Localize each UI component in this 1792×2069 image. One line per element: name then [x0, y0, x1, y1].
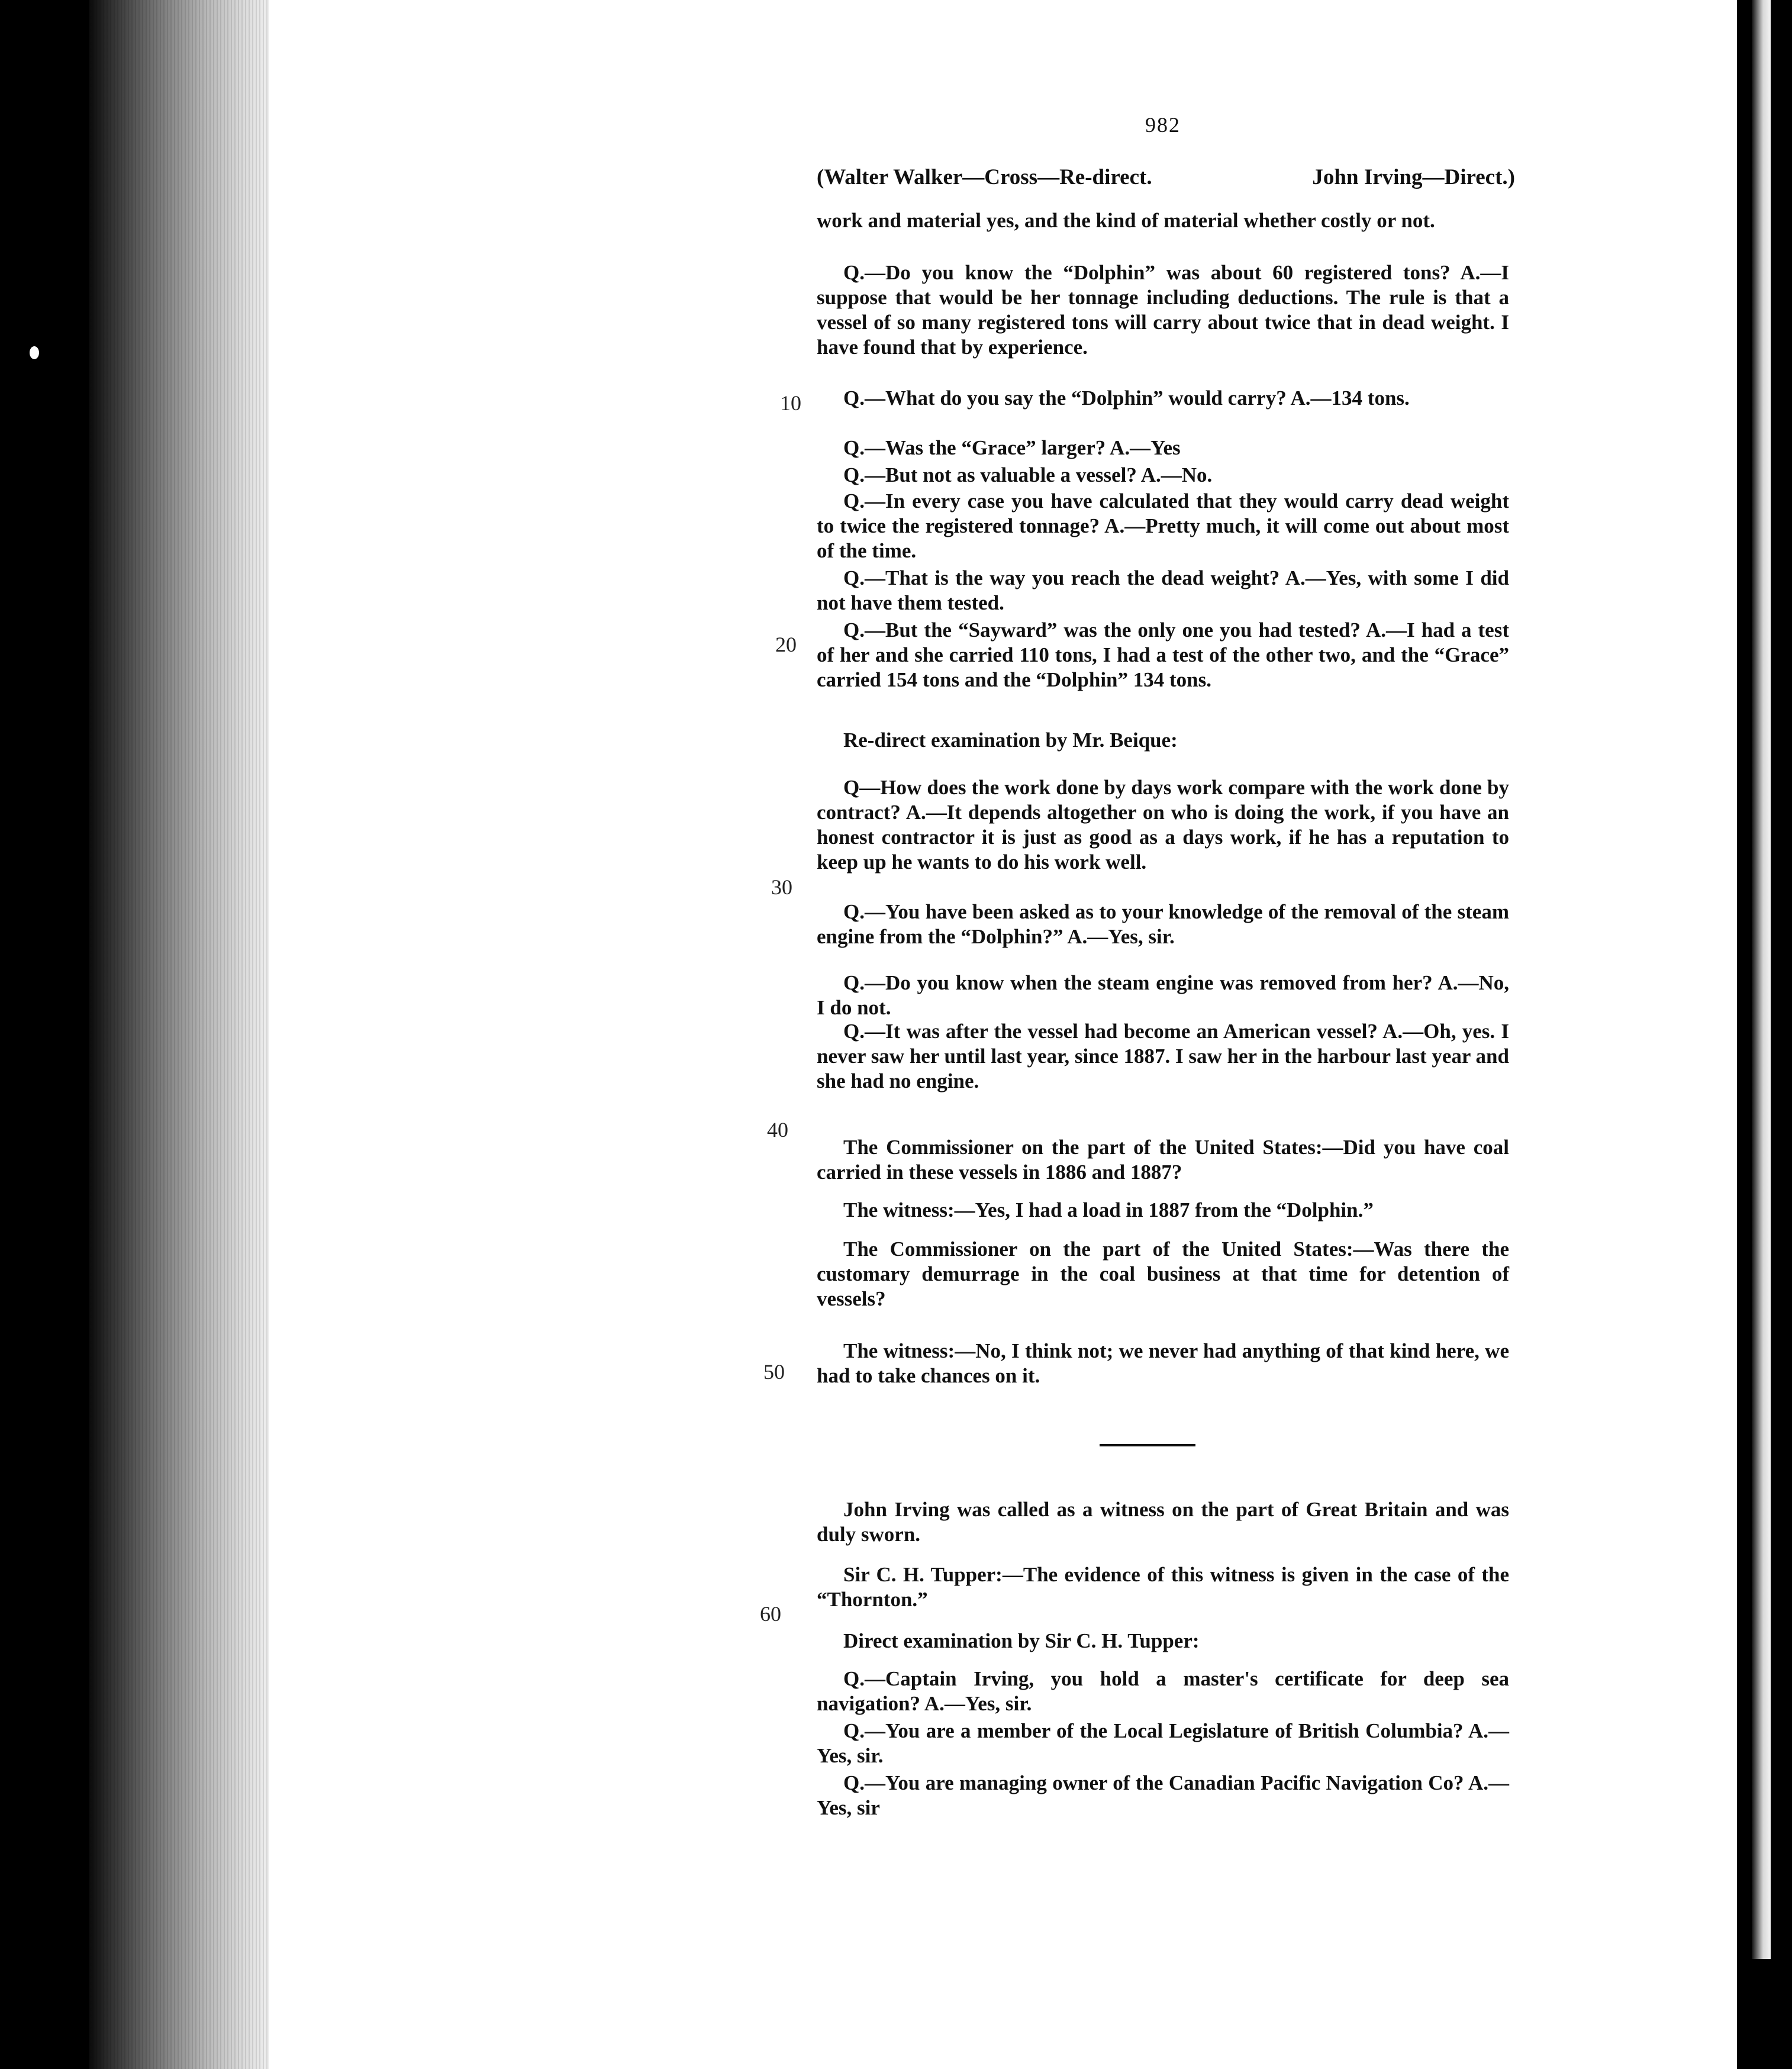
paragraph: Q.—Do you know the “Dolphin” was about 60 registered tons? A.—I suppose that would be her tonnage including deductions. The rule is that a vessel of so many registered tons will carry about twice that in dead weight. I have found that by experience. — [817, 261, 1509, 359]
paragraph: Q.—In every case you have calculated that they would carry dead weight to twice the registered tonnage? A.—Pretty much, it will come out about most of the time. — [817, 489, 1509, 562]
line-number: 30 — [771, 875, 792, 899]
running-head-left: (Walter Walker—Cross—Re-direct. — [817, 165, 1152, 189]
section-heading: Direct examination by Sir C. H. Tupper: — [843, 1629, 1200, 1652]
paragraph: Q.—Captain Irving, you hold a master's certificate for deep sea navigation? A.—Yes, sir. — [817, 1667, 1509, 1715]
paragraph: Q.—What do you say the “Dolphin” would carry? A.—134 tons. — [843, 386, 1410, 410]
paragraph: Q.—Do you know when the steam engine was removed from her? A.—No, I do not. — [817, 971, 1509, 1019]
paragraph: Sir C. H. Tupper:—The evidence of this witness is given in the case of the “Thornton.” — [817, 1563, 1509, 1611]
line-number: 40 — [767, 1118, 788, 1142]
line-number: 20 — [775, 633, 797, 656]
paragraph: Q.—You have been asked as to your knowledge of the removal of the steam engine from the “Dolphin?” A.—Yes, sir. — [817, 900, 1509, 948]
paragraph: Q.—You are a member of the Local Legislature of British Columbia? A.—Yes, sir. — [817, 1719, 1509, 1767]
line-number: 10 — [780, 391, 801, 415]
line-number: 50 — [763, 1360, 785, 1384]
paragraph: The Commissioner on the part of the United States:—Did you have coal carried in these vessels in 1886 and 1887? — [817, 1136, 1509, 1184]
paragraph: Q—How does the work done by days work compare with the work done by contract? A.—It depends altogether on who is doing the work, if you have an honest contractor it is just as good as a days work, if he has a reputation to keep up he wants to do his work well. — [817, 776, 1509, 874]
scan-speck — [30, 346, 39, 359]
page-edge-stack — [89, 0, 272, 2069]
line-number: 60 — [760, 1602, 781, 1626]
page-number: 982 — [1145, 113, 1181, 137]
right-page-strip — [1752, 0, 1771, 1959]
section-heading: Re-direct examination by Mr. Beique: — [843, 729, 1178, 752]
paragraph: Q.—But the “Sayward” was the only one you had tested? A.—I had a test of her and she carried 110 tons, I had a test of the other two, and the “Grace” carried 154 tons and the “Dolphin” 134 tons. — [817, 618, 1509, 691]
paragraph: Q.—It was after the vessel had become an American vessel? A.—Oh, yes. I never saw her until last year, since 1887. I saw her in the harbour last year and she had no engine. — [817, 1020, 1509, 1092]
paragraph: work and material yes, and the kind of material whether costly or not. — [817, 209, 1435, 232]
running-head-right: John Irving—Direct.) — [1312, 165, 1515, 189]
paragraph: Q.—Was the “Grace” larger? A.—Yes — [843, 436, 1181, 459]
paragraph: The Commissioner on the part of the United States:—Was there the customary demurrage in the coal business at that time for detention of vessels? — [817, 1237, 1509, 1310]
running-head — [817, 165, 1515, 190]
paragraph: The witness:—Yes, I had a load in 1887 from the “Dolphin.” — [843, 1198, 1374, 1222]
section-rule — [1100, 1444, 1195, 1446]
paragraph: The witness:—No, I think not; we never had anything of that kind here, we had to take chances on it. — [817, 1339, 1509, 1387]
paragraph: John Irving was called as a witness on the part of Great Britain and was duly sworn. — [817, 1498, 1509, 1546]
paragraph: Q.—That is the way you reach the dead weight? A.—Yes, with some I did not have them tested. — [817, 566, 1509, 614]
paragraph: Q.—You are managing owner of the Canadian Pacific Navigation Co? A.—Yes, sir — [817, 1771, 1509, 1819]
paragraph: Q.—But not as valuable a vessel? A.—No. — [843, 463, 1213, 486]
